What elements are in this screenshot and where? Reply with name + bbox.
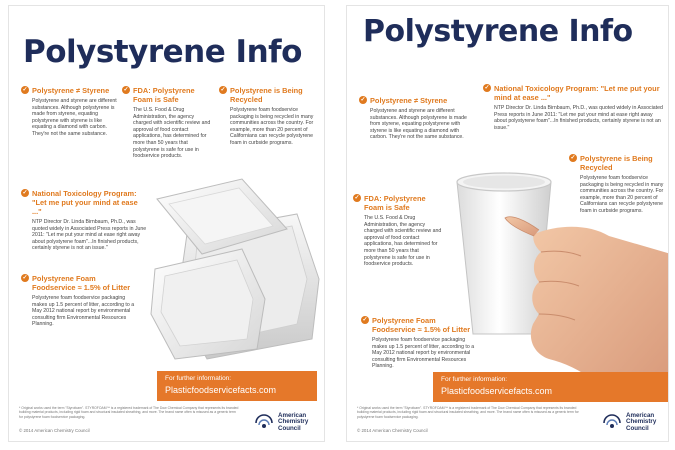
further-info-bar [157,371,317,401]
website-link[interactable]: Plasticfoodservicefacts.com [165,385,277,395]
flyer-left [8,5,325,442]
check-circle-icon: ✓ [484,85,490,91]
fineprint: * Original works used the term "Styrofoam". STYROFOAM™ is a registered trademark of The Dow Chemical Company that represents its branded building material products, including rigid foam and structural insulated sheathing, and more. The brand name often is misused as a generic term for polystyrene foam foodservice packaging. [19,405,239,419]
section-heading: FDA: Polystyrene Foam is Safe [364,194,426,212]
foam-cup-in-hand-image [439,164,669,394]
section-heading: Polystyrene Foam Foodservice ≈ 1.5% of Litter [32,274,131,292]
section-fda [122,86,214,160]
check-circle-icon: ✓ [354,195,360,201]
section-body: The U.S. Food & Drug Administration, the agency charged with scientific review and approval of food contact applications, has determined for more than 50 years that polystyrene is safe for use in foodservice products. [133,107,211,160]
section-body: Polystyrene and styrene are different substances. Although polystyrene is made from styrene, equating polystyrene with styrene is like equating a diamond with carbon. They're not the same substance. [32,98,117,137]
check-circle-icon: ✓ [570,155,576,161]
check-circle-icon: ✓ [123,87,129,93]
further-info-bar [433,372,669,402]
section-heading: National Toxicology Program: "Let me put your mind at ease ..." [32,189,138,216]
section-body: Polystyrene foam foodservice packaging is being recycled in many communities across the country. For example, more than 20 percent of Californians can recycle polystyrene foam in curbside programs. [230,107,314,146]
section-ntp [483,84,663,131]
section-fda [353,194,445,268]
section-body: The U.S. Food & Drug Administration, the agency charged with scientific review and approval of food contact applications, has determined for more than 50 years that polystyrene is safe for use in foodservice products. [364,215,442,268]
further-info-label: For further information: [441,376,508,383]
foam-clamshell-image [147,174,325,364]
fineprint: * Original works used the term "Styrofoam". STYROFOAM™ is a registered trademark of The Dow Chemical Company that represents its branded building material products, including rigid foam and structural insulated sheathing, and more. The brand name often is misused as a generic term for polystyrene foam foodservice packaging. [357,405,579,419]
copyright: © 2014 American Chemistry Council [19,428,90,433]
section-body: Polystyrene and styrene are different substances. Although polystyrene is made from styrene, equating polystyrene with styrene is like equating a diamond with carbon. They're not the same substance. [370,108,467,141]
check-circle-icon: ✓ [220,87,226,93]
section-recycled [219,86,321,147]
acc-logo-text: American Chemistry Council [626,411,657,433]
copyright: © 2014 American Chemistry Council [357,428,428,433]
section-litter [21,274,139,328]
section-heading: Polystyrene ≠ Styrene [370,96,448,105]
section-polystyrene-styrene [359,96,474,141]
check-circle-icon: ✓ [22,87,28,93]
check-circle-icon: ✓ [362,317,368,323]
acc-logo-text: American Chemistry Council [278,411,309,433]
flyer-title: Polystyrene Info [363,14,633,49]
section-body: Polystyrene foam foodservice packaging makes up 1.5 percent of litter, according to a May 2012 national report by environmental consulting firm Environmental Resources Planning. [372,337,475,370]
check-circle-icon: ✓ [22,190,28,196]
further-info-label: For further information: [165,375,232,382]
check-circle-icon: ✓ [360,97,366,103]
section-heading: Polystyrene ≠ Styrene [32,86,110,95]
section-heading: Polystyrene is Being Recycled [230,86,303,104]
section-body: Polystyrene foam foodservice packaging is being recycled in many communities across the country. For example, more than 20 percent of Californians can recycle polystyrene foam in curbside programs. [580,175,664,214]
section-body: NTP Director Dr. Linda Birnbaum, Ph.D., was quoted widely in Associated Press reports in June 2011: "Let me put your mind at ease right away about polystyrene foam"...In finished products, certainly styrene is not an issue." [494,105,663,131]
section-polystyrene-styrene [21,86,117,138]
flyer-right [346,5,669,442]
section-heading: FDA: Polystyrene Foam is Safe [133,86,195,104]
section-heading: Polystyrene Foam Foodservice ≈ 1.5% of Litter [372,316,471,334]
flyer-title: Polystyrene Info [23,34,302,70]
acc-logo [253,413,325,433]
section-heading: National Toxicology Program: "Let me put your mind at ease ..." [494,84,660,102]
section-body: Polystyrene foam foodservice packaging makes up 1.5 percent of litter, according to a May 2012 national report by environmental consulting firm Environmental Resources Planning. [32,295,135,328]
section-ntp [21,189,149,252]
website-link[interactable]: Plasticfoodservicefacts.com [441,386,553,396]
acc-logo [601,413,669,433]
section-heading: Polystyrene is Being Recycled [580,154,653,172]
check-circle-icon: ✓ [22,275,28,281]
acc-logo-icon [601,414,623,432]
section-body: NTP Director Dr. Linda Birnbaum, Ph.D., was quoted widely in Associated Press reports in June 2011: "Let me put your mind at ease right away about polystyrene foam"...In finished products, certainly styrene is not an issue." [32,219,147,252]
acc-logo-icon [253,414,275,432]
